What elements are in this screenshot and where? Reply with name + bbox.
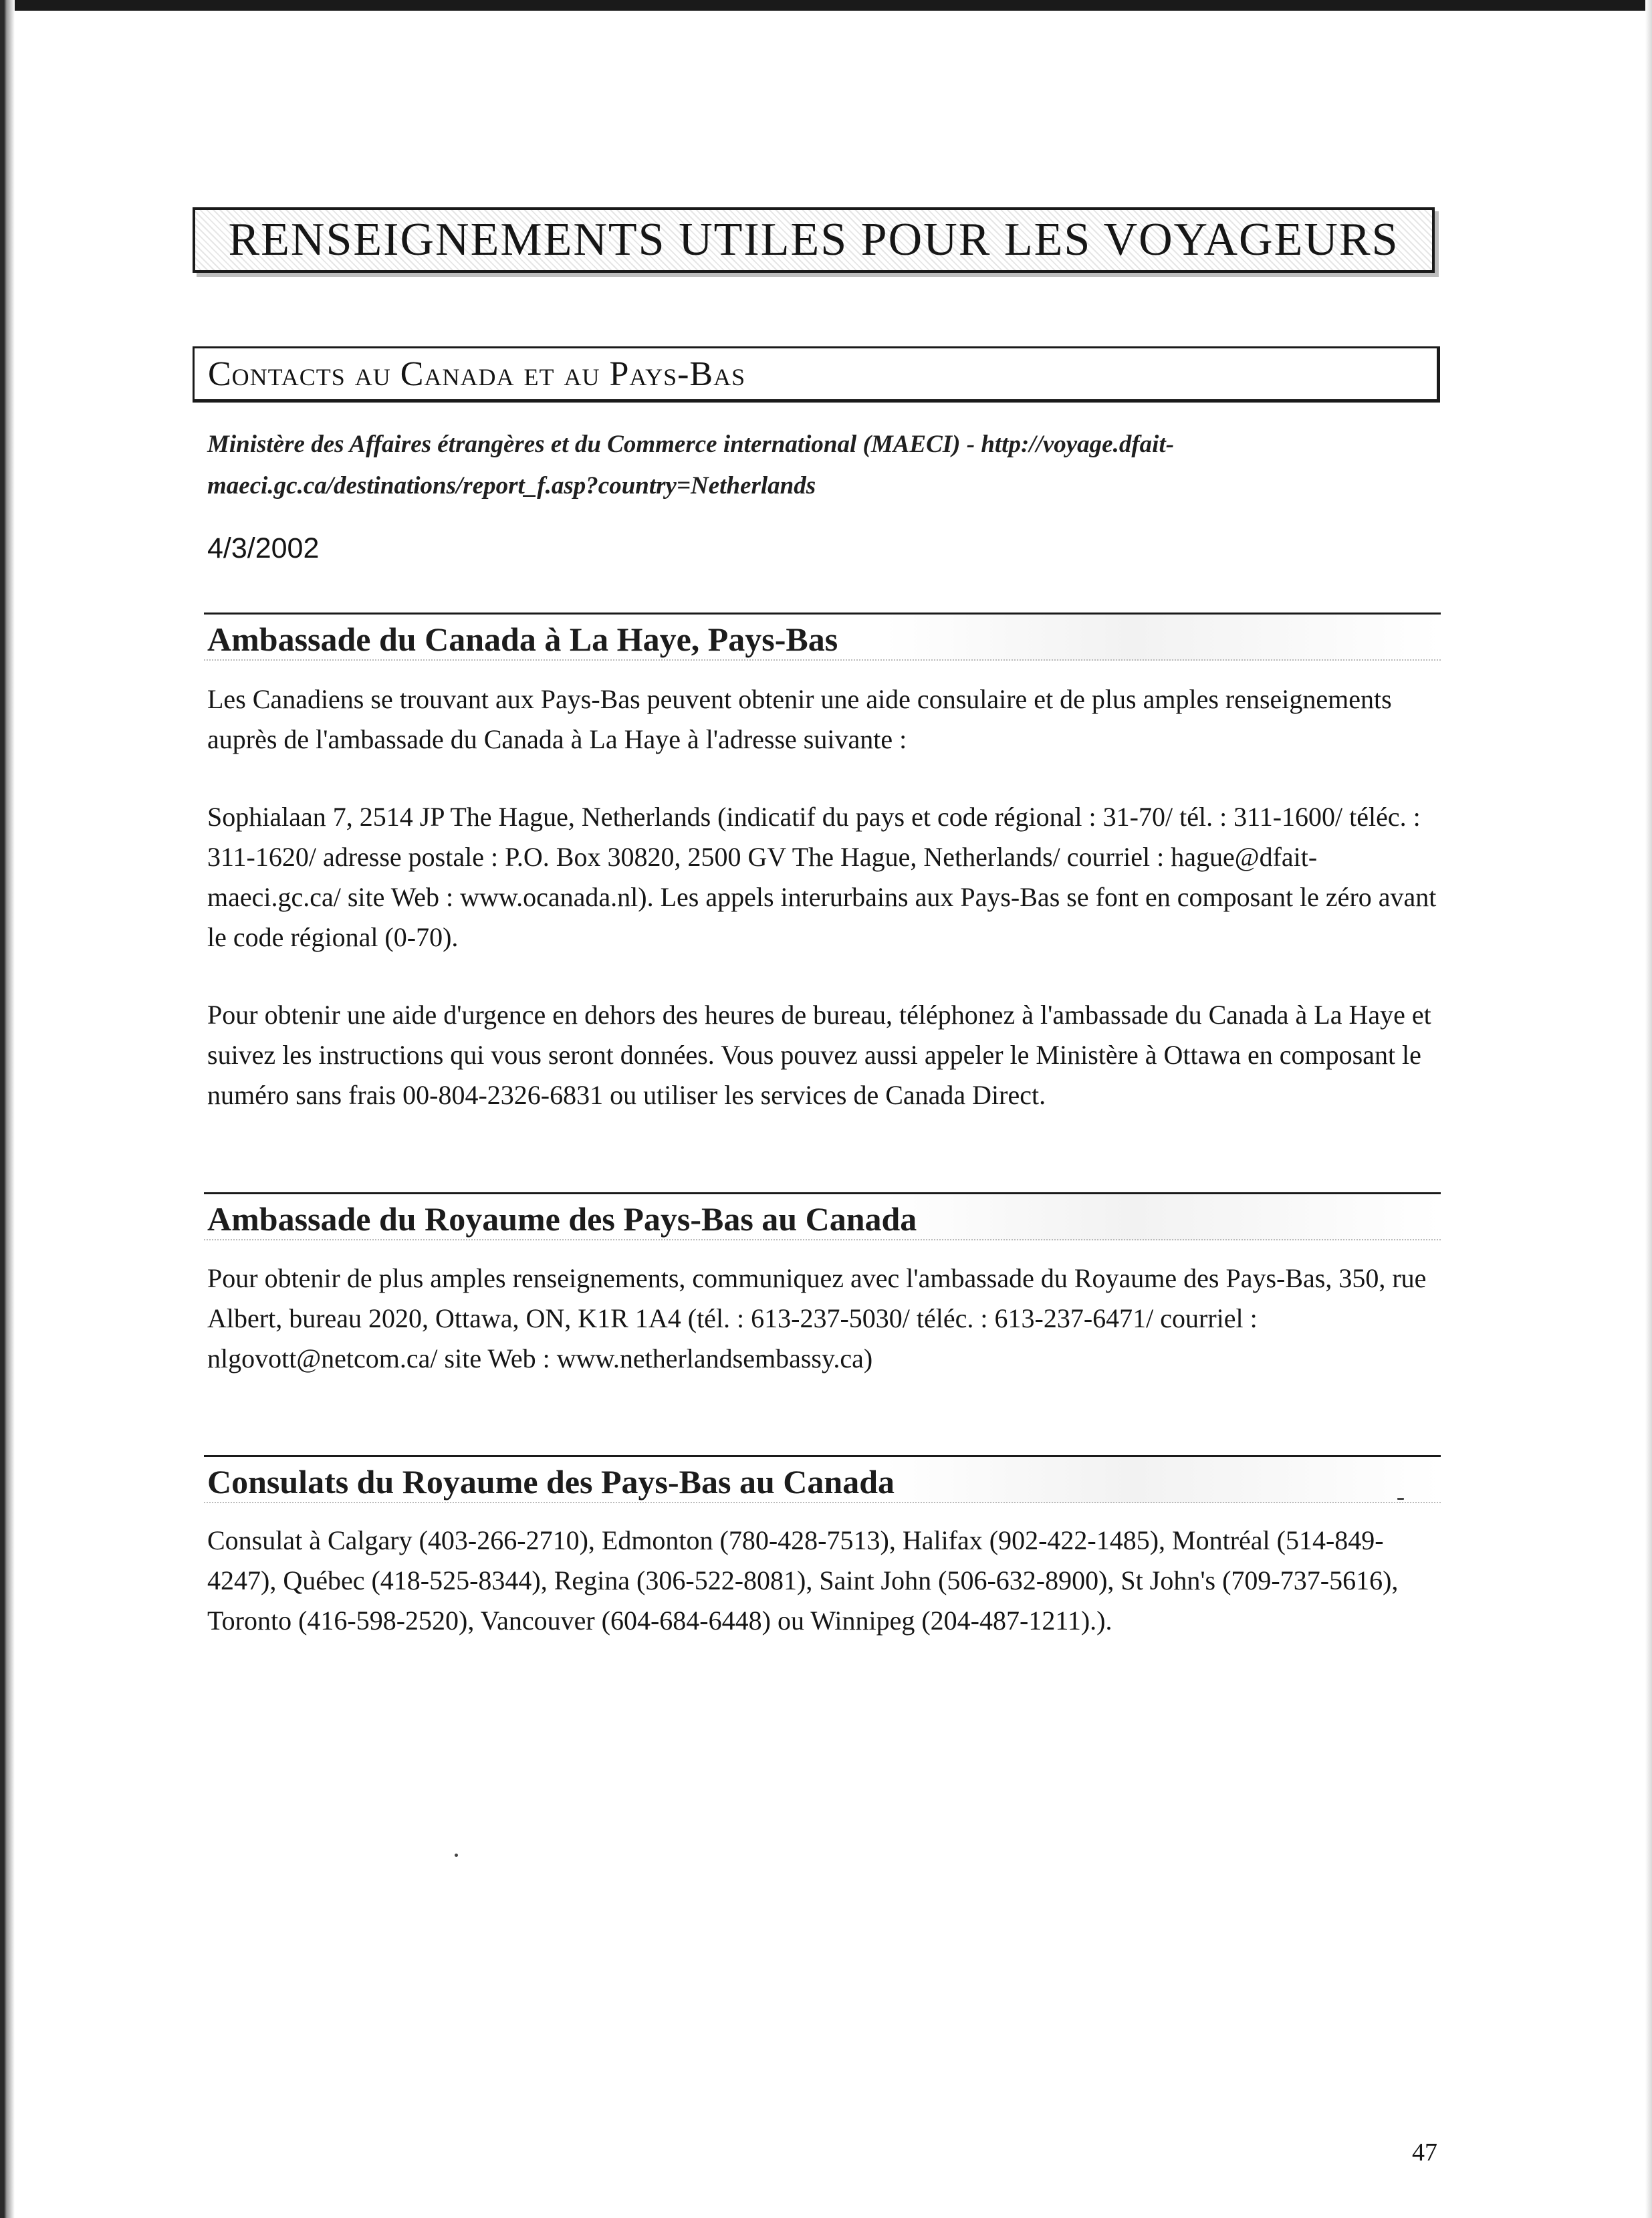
- section-heading-netherlands-embassy: [204, 1192, 1441, 1240]
- paragraph-address: Sophialaan 7, 2514 JP The Hague, Netherlands (indicatif du pays et code régional : 31-70/ tél. : 311-1600/ téléc. : 311-1620/ adresse postale : P.O. Box 30820, 2500 GV The Hague, Netherlands/ courriel : hague@dfait-maeci.gc.ca/ site Web : www.ocanada.nl). Les appels interurbains aux Pays-Bas se font en composant le zéro avant le code régional (0-70).: [207, 802, 1437, 952]
- main-title-text: RENSEIGNEMENTS UTILES POUR LES VOYAGEURS: [228, 214, 1399, 265]
- page-top-edge: [0, 0, 1652, 11]
- section-heading-consulates: [204, 1455, 1441, 1503]
- page-left-edge: [0, 0, 15, 2218]
- contacts-heading-text: Contacts au Canada et au Pays-Bas: [208, 354, 746, 393]
- document-date: 4/3/2002: [207, 532, 320, 564]
- section-heading-canada-embassy: [204, 613, 1441, 661]
- source-citation: Ministère des Affaires étrangères et du Commerce international (MAECI) - http://voyage.dfait-maeci.gc.ca/destinations/report_f.asp?country=Netherlands: [207, 431, 1175, 500]
- scan-speck: [1397, 1498, 1404, 1500]
- paragraph-consulates: Consulat à Calgary (403-266-2710), Edmonton (780-428-7513), Halifax (902-422-1485), Montréal (514-849-4247), Québec (418-525-8344), Regina (306-522-8081), Saint John (506-632-8900), St John's (709-737-5616), Toronto (416-598-2520), Vancouver (604-684-6448) ou Winnipeg (204-487-1211).).: [207, 1525, 1399, 1636]
- paragraph: Pour obtenir de plus amples renseignements, communiquez avec l'ambassade du Royaume des Pays-Bas, 350, rue Albert, bureau 2020, Ottawa, ON, K1R 1A4 (tél. : 613-237-5030/ téléc. : 613-237-6471/ courriel : nlgovott@netcom.ca/ site Web : www.netherlandsembassy.ca): [207, 1263, 1427, 1373]
- section-heading-text: Ambassade du Canada à La Haye, Pays-Bas: [207, 621, 838, 658]
- contacts-heading-box: [193, 346, 1440, 403]
- page-number: 47: [1412, 2138, 1437, 2167]
- paragraph: Les Canadiens se trouvant aux Pays-Bas peuvent obtenir une aide consulaire et de plus amples renseignements auprès de l'ambassade du Canada à La Haye à l'adresse suivante :: [207, 684, 1392, 754]
- paragraph-emergency: Pour obtenir une aide d'urgence en dehors des heures de bureau, téléphonez à l'ambassade du Canada à La Haye et suivez les instructions qui vous seront données. Vous pouvez aussi appeler le Ministère à Ottawa en composant le numéro sans frais 00-804-2326-6831 ou utiliser les services de Canada Direct.: [207, 1000, 1431, 1110]
- page-right-edge: [1645, 0, 1652, 2218]
- section-heading-text: Consulats du Royaume des Pays-Bas au Canada: [207, 1463, 895, 1501]
- main-title-banner: [193, 207, 1435, 273]
- scan-speck: [455, 1854, 458, 1857]
- section-heading-text: Ambassade du Royaume des Pays-Bas au Canada: [207, 1200, 917, 1238]
